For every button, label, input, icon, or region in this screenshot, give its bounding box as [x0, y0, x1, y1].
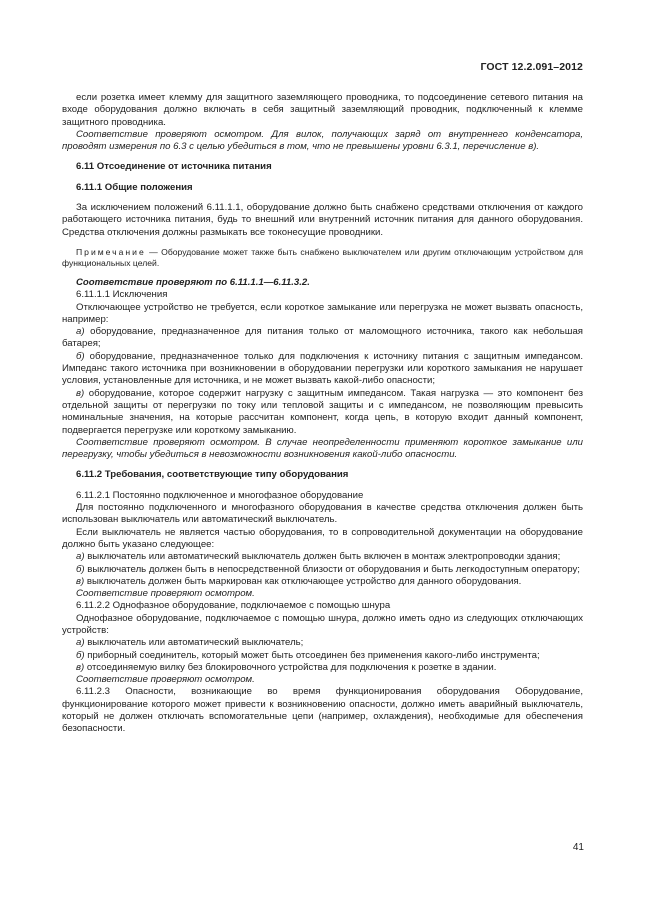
list-item — [62, 551, 583, 563]
paragraph: Однофазное оборудование, подключаемое с помощью шнура, должно иметь одно из следующих отключающих устройств: — [62, 612, 583, 636]
paragraph: если розетка имеет клемму для защитного заземляющего проводника, то подсоединение сетевого питания на входе оборудования должно включать в себя защитный заземляющий проводник, подключенный к клемме защитного проводника. — [62, 92, 583, 128]
paragraph: 6.11.2.1 Постоянно подключенное и многофазное оборудование — [76, 489, 364, 501]
paragraph: 6.11.2.3 Опасности, возникающие во время функционирования оборудования Оборудование, функционирование которого может привести к возникновению опасности, должно иметь аварийный выключатель, который не должен отключать вспомогательные цепи (например, охлаждения), необходимые для обеспечения безопасности. — [62, 686, 583, 735]
list-item — [62, 662, 583, 674]
section-heading: 6.11 Отсоединение от источника питания — [76, 161, 272, 173]
list-item — [62, 637, 583, 649]
list-item — [62, 564, 583, 576]
list-text: выключатель должен быть маркирован как отключающее устройство для данного оборудования. — [84, 575, 522, 587]
list-item — [62, 576, 583, 588]
paragraph: Соответствие проверяют осмотром. Для вилок, получающих заряд от внутреннего конденсатора, проводят измерения по 6.3 с целью убедиться в том, что не превышены уровни 6.3.1, перечисление в). — [62, 128, 583, 153]
document-code: ГОСТ 12.2.091–2012 — [480, 61, 583, 73]
note-label: Примечание — [76, 246, 146, 257]
paragraph: Если выключатель не является частью оборудования, то в сопроводительной документации на оборудование должно быть указано следующее: — [62, 526, 583, 550]
list-text: выключатель должен быть в непосредственной близости от оборудования и быть легкодоступным оператору; — [84, 563, 580, 575]
list-text: отсоединяемую вилку без блокировочного устройства для подключения к розетке в здании. — [84, 661, 497, 673]
list-marker: а) — [76, 637, 85, 649]
paragraph: За исключением положений 6.11.1.1, оборудование должно быть снабжено средствами отключения от каждого работающего источника питания, будь то внешний или внутренний источник питания для данного оборудования. Средства отключения должны размыкать все токонесущие проводники. — [62, 202, 583, 238]
note — [62, 247, 583, 269]
list-item — [62, 326, 583, 351]
list-text: приборный соединитель, который может быть отсоединен без применения какого-либо инструмента; — [84, 649, 540, 661]
compliance-statement: Соответствие проверяют по 6.11.1.1—6.11.3.2. — [76, 276, 310, 288]
list-marker: в) — [76, 661, 85, 673]
list-text: выключатель или автоматический выключатель; — [84, 637, 304, 649]
list-marker: б) — [76, 563, 85, 575]
list-marker: а) — [76, 551, 85, 563]
paragraph: Отключающее устройство не требуется, если короткое замыкание или перегрузка не может вызвать опасность, например: — [62, 301, 583, 325]
list-item — [62, 351, 583, 388]
paragraph: Соответствие проверяют осмотром. — [76, 588, 255, 600]
list-text: выключатель или автоматический выключатель должен быть включен в монтаж электропроводки здания; — [84, 551, 561, 563]
list-marker: б) — [76, 649, 85, 661]
list-item — [62, 388, 583, 437]
subsection-heading: 6.11.1 Общие положения — [76, 181, 193, 193]
subsection-heading: 6.11.2 Требования, соответствующие типу оборудования — [76, 469, 349, 481]
page-body — [62, 92, 583, 736]
list-item — [62, 650, 583, 662]
list-marker: а) — [76, 326, 85, 338]
page-number: 41 — [572, 842, 584, 853]
list-text: оборудование, которое содержит нагрузку с защитным импедансом. Такая нагрузка — это компонент без отдельной защиты от перегрузки по току или тепловой защиты и с импедансом, не позволяющим превысить номинальные значения, на которые рассчитан компонент, когда цепь, в которую входит данный компонент, подвергается перегрузке или короткому замыканию. — [62, 387, 583, 436]
paragraph: 6.11.2.2 Однофазное оборудование, подключаемое с помощью шнура — [76, 600, 391, 612]
paragraph: 6.11.1.1 Исключения — [76, 289, 168, 301]
list-marker: б) — [76, 350, 85, 362]
note-text: — Оборудование может также быть снабжено выключателем или другим отключающим устройством для функциональных целей. — [62, 246, 583, 268]
paragraph: Соответствие проверяют осмотром. — [76, 674, 255, 686]
paragraph: Соответствие проверяют осмотром. В случае неопределенности применяют короткое замыкание или перегрузку, чтобы убедиться в невозможности возникновения какой-либо опасности. — [62, 436, 583, 461]
list-marker: в) — [76, 575, 85, 587]
list-text: оборудование, предназначенное для питания только от маломощного источника, такого как небольшая батарея; — [62, 326, 583, 350]
paragraph: Для постоянно подключенного и многофазного оборудования в качестве средства отключения должен быть использован выключатель или автоматический выключатель. — [62, 502, 583, 526]
list-text: оборудование, предназначенное только для подключения к источнику питания с защитным импедансом. Импеданс такого источника при возникновении в оборудовании перегрузки или короткого замыкания не нарушает условия, установленные для источника, и не может вызвать какой-либо опасности; — [62, 350, 583, 387]
list-marker: в) — [76, 387, 85, 399]
